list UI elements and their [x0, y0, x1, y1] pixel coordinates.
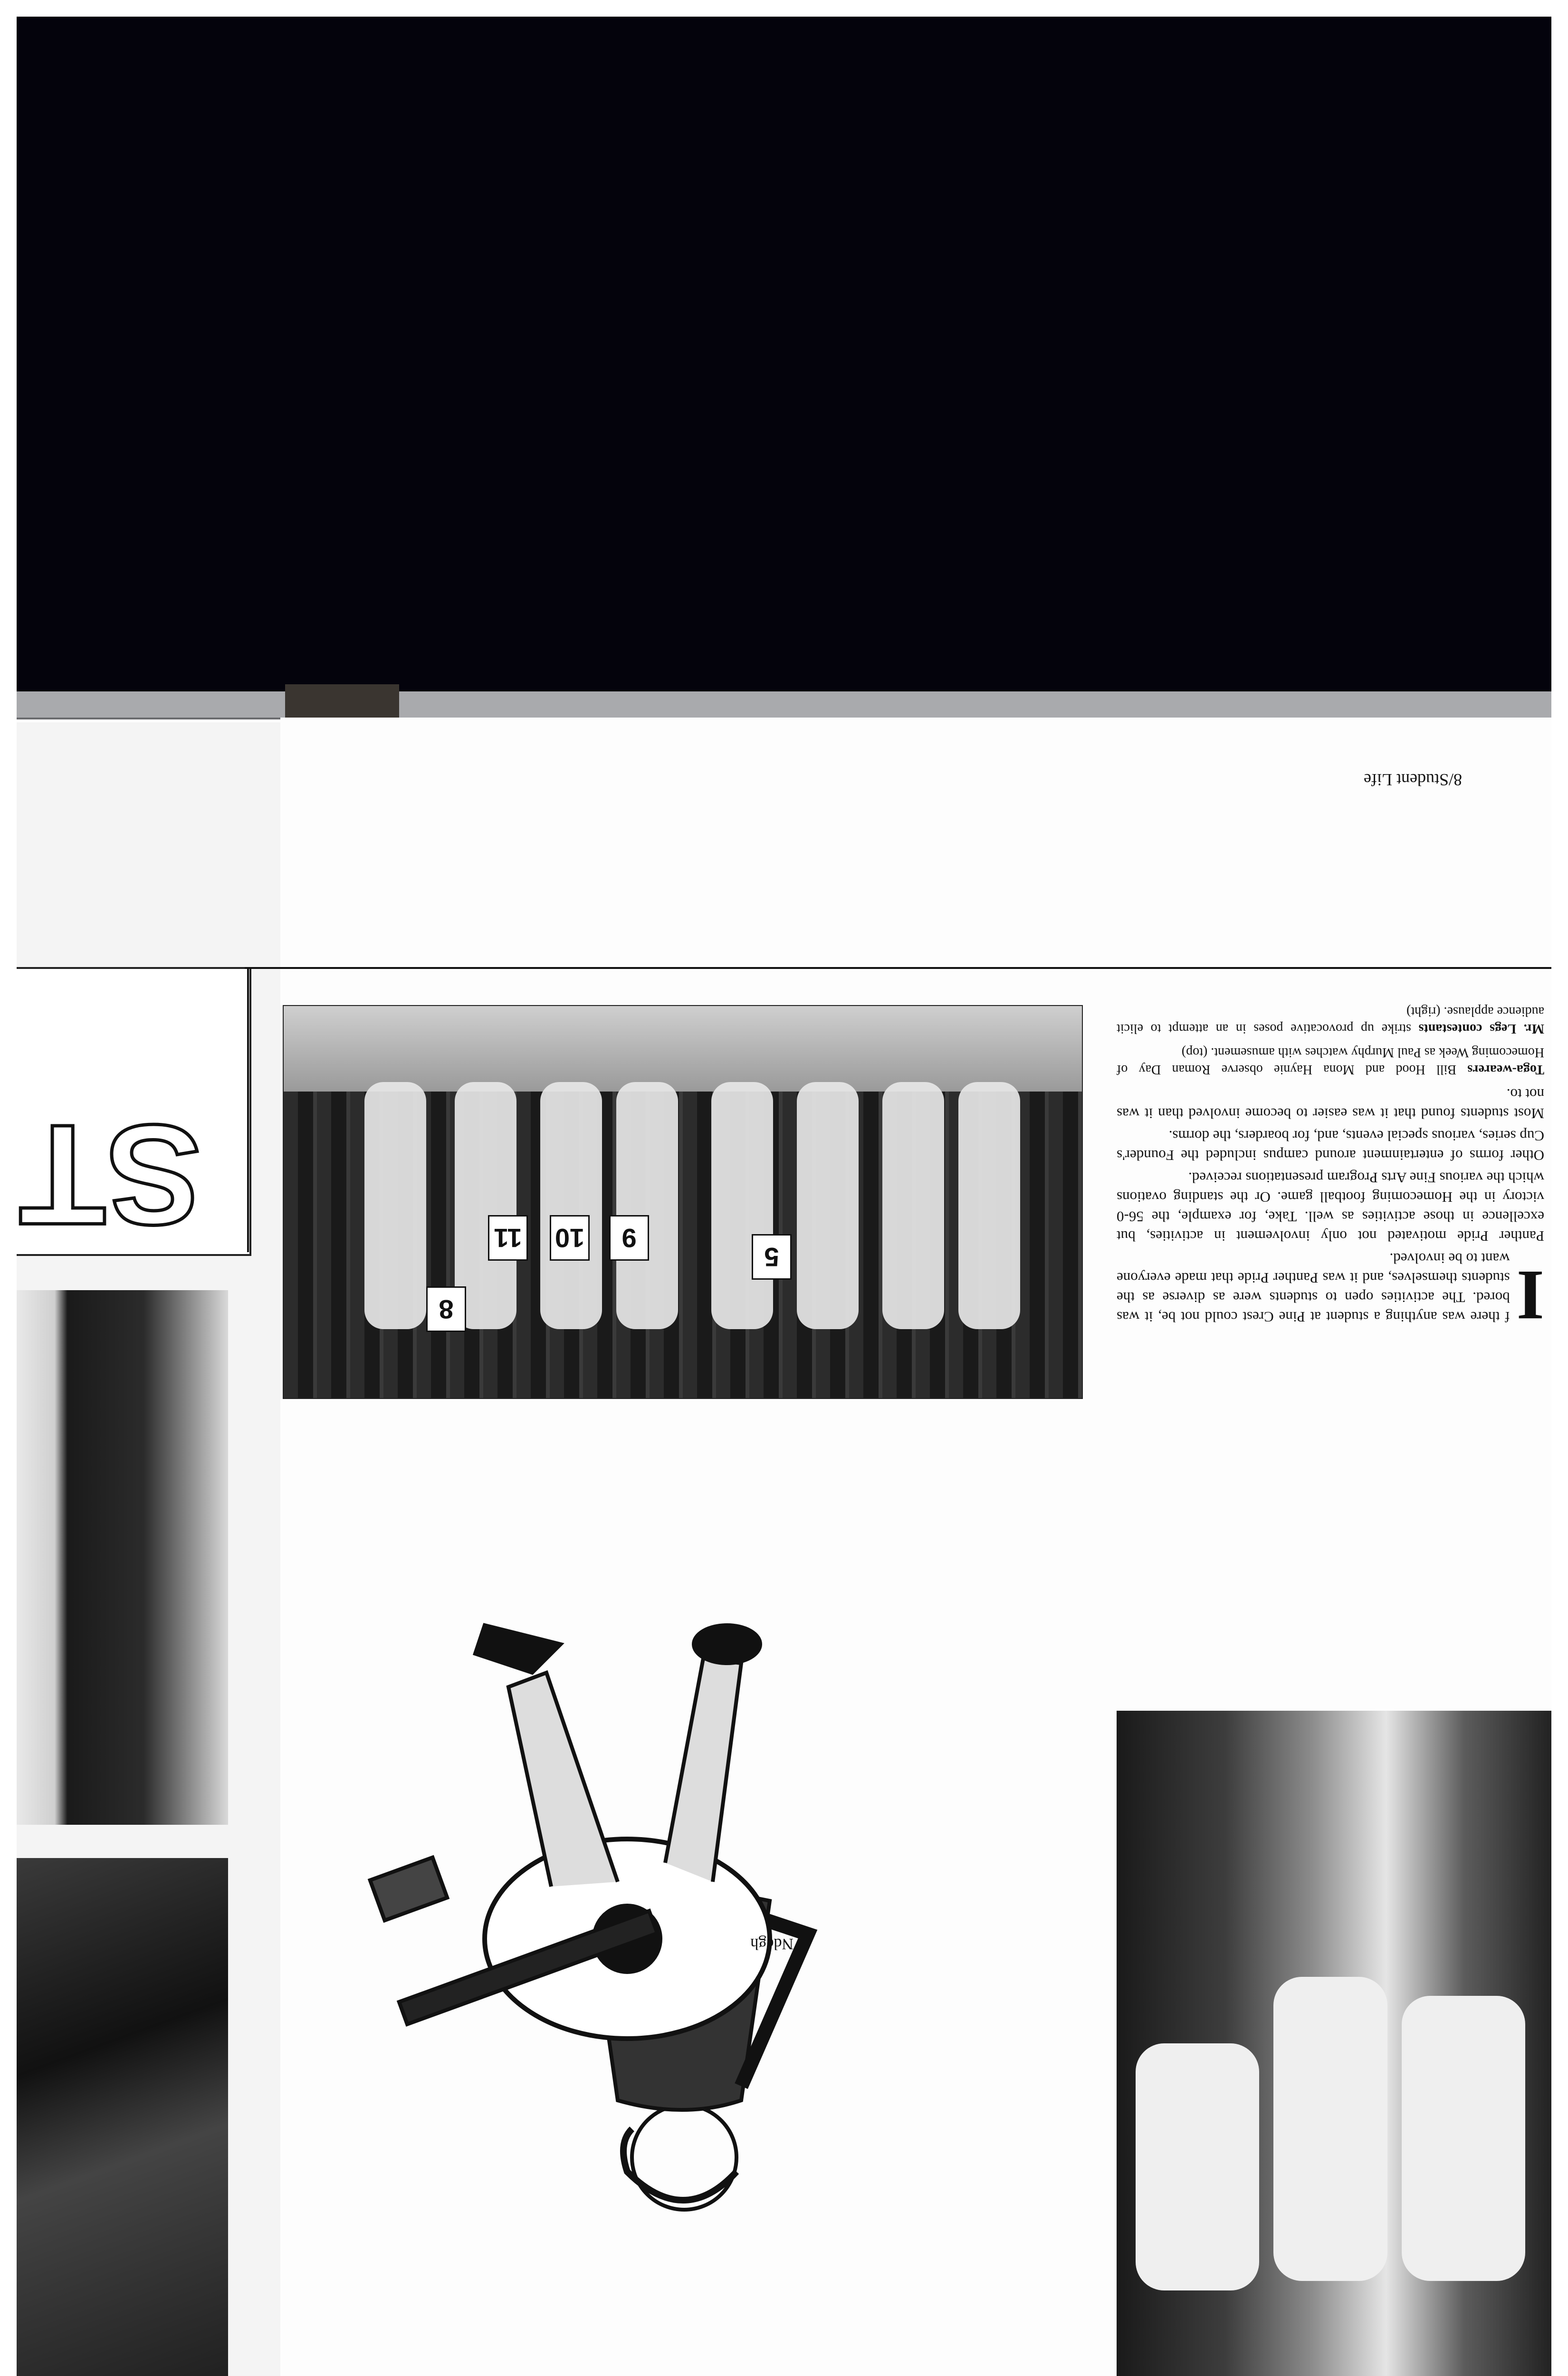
- figure-leg-left: [665, 1658, 741, 1882]
- caption-lead: Mr. Legs contestants: [1418, 1021, 1544, 1036]
- body-paragraph: Other forms of entertainment around campus included the Founder's Cup series, various special events, and, for boarders, the dorms.: [1117, 1128, 1544, 1164]
- body-copy: [1117, 1003, 1544, 1335]
- contestant-figure: [958, 1082, 1020, 1329]
- caption-text: Bill Hood and Mona Haynie observe Roman Day of Homecoming Week as Paul Murphy watches with amusement. (top): [1117, 1045, 1544, 1077]
- photo-caption-right: [1117, 1003, 1544, 1037]
- headline-fragment: ST: [19, 1095, 201, 1255]
- book-binding-strip: [17, 691, 1551, 719]
- contestant-number-card: 5: [752, 1234, 792, 1280]
- mr-legs-contestants-photo: [283, 1005, 1083, 1399]
- photo-caption-top: [1117, 1044, 1544, 1078]
- paragraph-text: f there was anything a student at Pine Crest could not be, it was bored. The activities open to students were as diverse as the students themselves, and it was Panther Pride that made everyone want to be involved.: [1117, 1250, 1510, 1325]
- body-paragraph: [1117, 1249, 1544, 1335]
- figure-boot-left: [694, 1625, 760, 1663]
- contestant-figure: [616, 1082, 678, 1329]
- vertical-rule: [247, 967, 249, 1252]
- artist-signature: Ndegh: [750, 1935, 794, 1953]
- binding-tear: [285, 684, 399, 718]
- figure-hair: [623, 2129, 736, 2200]
- stage-floor: [284, 1006, 1082, 1092]
- body-paragraph: Most students found that it was easier to become involved than it was not to.: [1117, 1086, 1544, 1122]
- guitar-headstock: [370, 1858, 447, 1920]
- contestant-figure: [540, 1082, 602, 1329]
- drop-cap: I: [1516, 1256, 1544, 1335]
- contestant-number-card: 8: [426, 1286, 466, 1332]
- student-figure: [1136, 2043, 1259, 2290]
- page-folio: 8/Student Life: [1364, 770, 1462, 789]
- student-figure: [1273, 1977, 1387, 2281]
- left-page-photo-bottom: [17, 1858, 228, 2376]
- figure-leg-right: [508, 1673, 618, 1887]
- guitar-player-illustration: [342, 1549, 1045, 2243]
- caption-lead: Toga-wearers: [1467, 1062, 1544, 1077]
- dark-backing-panel: [17, 17, 1551, 691]
- contestant-number-card: 11: [488, 1215, 528, 1261]
- body-paragraph: Panther Pride motivated not only involvement in activities, but excellence in those activities as well. Take, for example, the 56-0 victory in the Homecoming football game. Or the standing ovations which the various Fine Arts Program presentations received.: [1117, 1169, 1544, 1245]
- contestant-figure: [797, 1082, 859, 1329]
- contestant-figure: [364, 1082, 426, 1329]
- contestant-number-card: 10: [550, 1215, 590, 1261]
- toga-wearers-photo: [1117, 1711, 1551, 2376]
- figure-boot-right: [475, 1625, 561, 1673]
- contestant-number-card: 9: [609, 1215, 649, 1261]
- horizontal-rule: [245, 967, 1551, 969]
- contestant-figure: [711, 1082, 773, 1329]
- student-figure: [1402, 1996, 1525, 2281]
- caption-text: strike up provocative poses in an attempt to elicit audience applause. (right): [1117, 1004, 1544, 1036]
- left-page-photo-top: [17, 1290, 228, 1825]
- figure-head: [632, 2105, 736, 2210]
- contestant-figure: [882, 1082, 944, 1329]
